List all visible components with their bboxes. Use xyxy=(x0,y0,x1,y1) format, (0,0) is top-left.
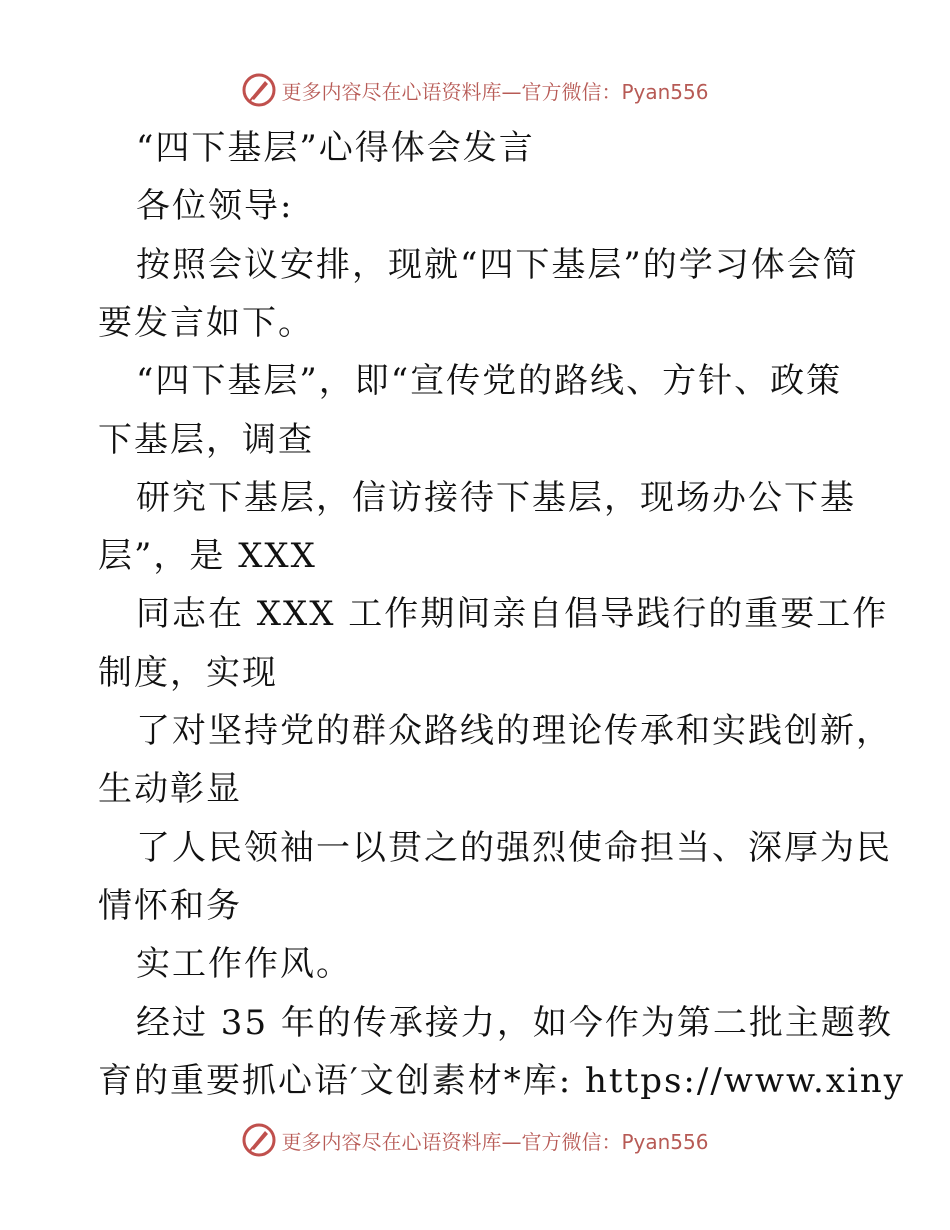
quill-logo-icon xyxy=(241,1122,277,1158)
text-line: 实工作作风。 xyxy=(136,944,352,985)
watermark-text: 更多内容尽在心语资料库—官方微信：Pyan556 xyxy=(281,79,709,104)
text-line: 研究下基层，信访接待下基层，现场办公下基 xyxy=(136,477,856,518)
quill-logo-icon xyxy=(241,72,277,108)
text-line: 按照会议安排，现就“四下基层”的学习体会简 xyxy=(136,244,859,285)
text-line: 育的重要抓心语′文创素材*库: https://www.xiny xyxy=(98,1060,906,1101)
text-line: “四下基层”心得体会发言 xyxy=(136,128,535,168)
text-line: 要发言如下。 xyxy=(98,302,314,343)
text-line: 了对坚持党的群众路线的理论传承和实践创新， xyxy=(136,711,892,751)
text-line: 情怀和务 xyxy=(98,885,242,926)
footer-watermark xyxy=(0,1120,950,1160)
header-watermark xyxy=(0,70,950,110)
text-line: 了人民领袖一以贯之的强烈使命担当、深厚为民 xyxy=(136,827,892,868)
text-line: 各位领导: xyxy=(136,186,294,227)
text-line: 经过 35 年的传承接力，如今作为第二批主题教 xyxy=(136,1002,893,1043)
text-line: 生动彰显 xyxy=(98,769,242,810)
text-line: “四下基层”，即“宣传党的路线、方针、政策 xyxy=(136,361,843,402)
text-line: 同志在 XXX 工作期间亲自倡导践行的重要工作 xyxy=(136,594,889,635)
text-line: 层”，是 XXX xyxy=(98,536,317,577)
text-line: 制度，实现 xyxy=(98,652,278,693)
watermark-text: 更多内容尽在心语资料库—官方微信：Pyan556 xyxy=(281,1129,709,1154)
text-line: 下基层，调查 xyxy=(98,419,314,460)
